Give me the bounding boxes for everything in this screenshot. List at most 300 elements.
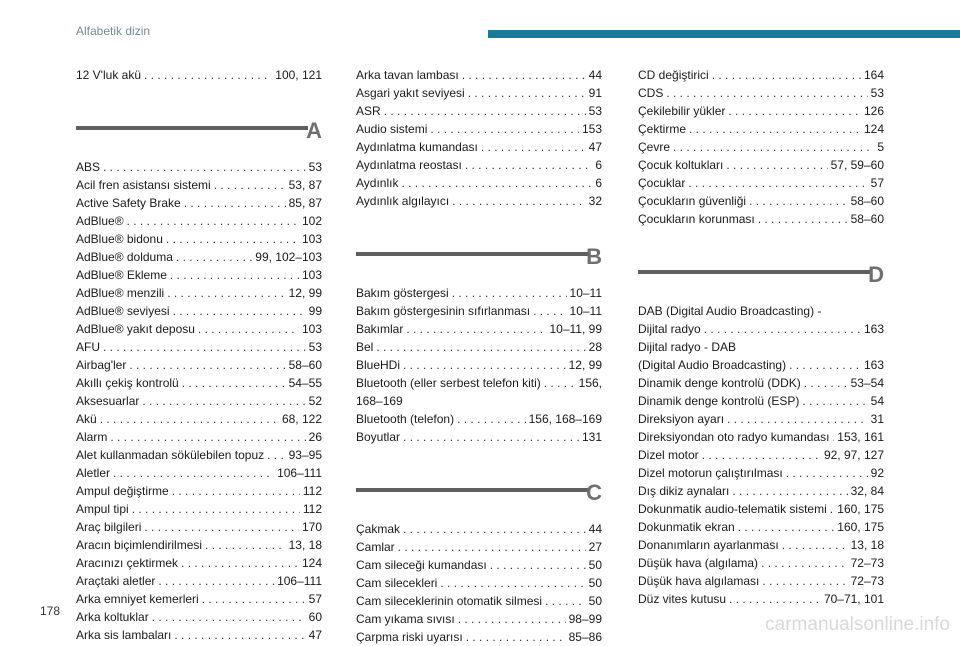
index-entry: [638, 374, 884, 392]
dot-leader: [198, 320, 299, 338]
index-entry: [356, 520, 602, 538]
dot-leader: [729, 590, 821, 608]
index-entry: [356, 156, 602, 174]
section-rule: [356, 488, 588, 492]
entry-term: Cam sileceklerinin otomatik silmesi: [356, 594, 543, 608]
entry-pages: 85, 87: [288, 196, 322, 210]
entry-term: Airbag'ler: [76, 358, 127, 372]
index-entry: [76, 446, 322, 464]
entry-pages: 12, 99: [288, 286, 322, 300]
index-entry: [356, 192, 602, 210]
dot-leader: [173, 302, 306, 320]
section-letter: D: [868, 262, 884, 287]
index-entry: [638, 66, 884, 84]
entry-term: CDS: [638, 86, 664, 100]
index-entry: [76, 230, 322, 248]
entry-term: Akıllı çekiş kontrolü: [76, 376, 179, 390]
index-entry: [638, 156, 884, 174]
index-entry: [638, 536, 884, 554]
entry-pages: 160, 175: [837, 520, 884, 534]
index-entry: [356, 428, 602, 446]
section-header-c: [356, 472, 602, 520]
entry-term: Cam yıkama sıvısı: [356, 612, 455, 626]
entry-pages: 100, 121: [275, 68, 322, 82]
entry-pages: 91: [588, 86, 602, 100]
entry-line: Dijital radyo - DAB: [638, 340, 737, 354]
entry-term: Bakımlar: [356, 322, 404, 336]
index-entry: [356, 284, 602, 302]
dot-leader: [103, 338, 306, 356]
index-entry: [356, 574, 602, 592]
index-entry: [638, 482, 884, 500]
dot-leader: [182, 374, 286, 392]
dot-leader: [174, 626, 305, 644]
dot-leader: [462, 66, 586, 84]
entry-pages: 60: [308, 610, 322, 624]
entry-pages: 99: [308, 304, 322, 318]
dot-leader: [481, 138, 586, 156]
dot-leader: [702, 446, 821, 464]
index-entry: [76, 248, 322, 266]
dot-leader: [158, 572, 274, 590]
index-entry: [76, 302, 322, 320]
entry-term: Bel: [356, 340, 374, 354]
entry-pages: 68, 122: [281, 412, 322, 426]
section-letter: C: [586, 480, 602, 505]
entry-term: Düz vites kutusu: [638, 592, 727, 606]
index-entry: [356, 374, 602, 392]
dot-leader: [789, 356, 861, 374]
entry-pages: 156,: [578, 376, 602, 390]
dot-leader: [689, 120, 861, 138]
entry-term: Aletler: [76, 466, 111, 480]
entry-pages: 72–73: [850, 556, 884, 570]
entry-pages: 53, 87: [288, 178, 322, 192]
entry-term: Direksiyon ayarı: [638, 412, 725, 426]
entry-list: [356, 410, 602, 446]
dot-leader: [761, 554, 848, 572]
watermark: carmanualsonline.info: [765, 614, 950, 635]
index-entry: [638, 392, 884, 410]
entry-pages: 57, 59–60: [830, 158, 884, 172]
section-rule: [356, 252, 588, 256]
index-column-2: [356, 66, 602, 646]
index-entry: [76, 158, 322, 176]
dot-leader: [544, 374, 576, 392]
entry-pages: 44: [588, 68, 602, 82]
entry-term: Alet kullanmadan sökülebilen topuz: [76, 448, 265, 462]
entry-pages: 47: [588, 140, 602, 154]
entry-pages: 28: [588, 340, 602, 354]
index-entry: [356, 66, 602, 84]
entry-term: Çocukların korunması: [638, 212, 755, 226]
entry-pages: 54–55: [288, 376, 322, 390]
dot-leader: [762, 572, 847, 590]
index-entry: [638, 428, 884, 446]
entry-pages: 53: [870, 86, 884, 100]
index-entry: [638, 120, 884, 138]
entry-term: Bluetooth (telefon): [356, 412, 455, 426]
index-entry: [356, 174, 602, 192]
dot-leader: [127, 212, 299, 230]
entry-term: Arka koltuklar: [76, 610, 149, 624]
index-entry: [638, 210, 884, 228]
index-entry: [356, 338, 602, 356]
dot-leader: [758, 210, 848, 228]
entry-pages: 160, 175: [837, 502, 884, 516]
entry-pages: 32, 84: [850, 484, 884, 498]
entry-pages: 50: [588, 576, 602, 590]
entry-pages: 6: [595, 176, 602, 190]
index-entry: [638, 446, 884, 464]
section-header-d: [638, 254, 884, 302]
entry-term: Çektirme: [638, 122, 687, 136]
index-entry: [638, 320, 884, 338]
entry-term: Aksesuarlar: [76, 394, 140, 408]
dot-leader: [712, 66, 861, 84]
entry-pages: 99, 102–103: [255, 250, 322, 264]
entry-pages: 70–71, 101: [823, 592, 884, 606]
entry-term: Çevre: [638, 140, 671, 154]
section-rule: [638, 270, 870, 274]
entry-term: Dokunmatik audio-telematik sistemi: [638, 502, 827, 516]
index-entry: [638, 84, 884, 102]
entry-term: Active Safety Brake: [76, 196, 181, 210]
index-entry: [76, 464, 322, 482]
dot-leader: [688, 174, 867, 192]
dot-leader: [376, 338, 585, 356]
index-entry: [638, 572, 884, 590]
dot-leader: [533, 302, 566, 320]
index-entry: [76, 320, 322, 338]
entry-term: Aydınlatma kumandası: [356, 140, 478, 154]
dot-leader: [142, 392, 305, 410]
entry-term: AdBlue® Ekleme: [76, 268, 167, 282]
index-entry: [76, 536, 322, 554]
entry-term: Çocuk koltukları: [638, 158, 724, 172]
dot-leader: [452, 192, 585, 210]
entry-term: Bluetooth (eller serbest telefon kiti): [356, 376, 541, 390]
dot-leader: [738, 518, 835, 536]
dot-leader: [167, 284, 285, 302]
dot-leader: [832, 428, 834, 446]
entry-list: [356, 66, 602, 210]
index-column-1: [76, 66, 322, 644]
dot-leader: [804, 374, 848, 392]
entry-term: AdBlue®: [76, 214, 124, 228]
entry-pages: 103: [301, 232, 322, 246]
dot-leader: [732, 482, 847, 500]
entry-pages: 153: [581, 122, 602, 136]
index-entry: [356, 102, 602, 120]
dot-leader: [172, 482, 300, 500]
entry-pages: 106–111: [277, 574, 322, 588]
index-entry: [638, 192, 884, 210]
index-entry: [76, 284, 322, 302]
entry-term: Çarpma riski uyarısı: [356, 630, 463, 644]
entry-term: ABS: [76, 160, 101, 174]
dot-leader: [113, 464, 274, 482]
dot-leader: [452, 284, 567, 302]
entry-term: AdBlue® dolduma: [76, 250, 173, 264]
index-entry: [638, 500, 884, 518]
dot-leader: [727, 410, 868, 428]
dot-leader: [267, 446, 286, 464]
dot-leader: [202, 590, 306, 608]
entry-pages: 170: [301, 520, 322, 534]
entry-term: Araç bilgileri: [76, 520, 142, 534]
entry-term: Çocuklar: [638, 176, 686, 190]
index-entry: [76, 410, 322, 428]
entry-pages: 163: [863, 358, 884, 372]
entry-pages: 153, 161: [837, 430, 884, 444]
entry-pages: 52: [308, 394, 322, 408]
index-entry: [76, 338, 322, 356]
entry-pages: 92: [870, 466, 884, 480]
index-entry: [76, 608, 322, 626]
dot-leader: [144, 66, 272, 84]
entry-term: CD değiştirici: [638, 68, 709, 82]
entry-term: Düşük hava algılaması: [638, 574, 760, 588]
entry-pages: 31: [870, 412, 884, 426]
index-entry: [356, 410, 602, 428]
index-column-3: [638, 66, 884, 608]
dot-leader: [166, 230, 299, 248]
entry-list: [76, 158, 322, 644]
entry-pages: 58–60: [288, 358, 322, 372]
index-entry: [356, 538, 602, 556]
entry-pages: 164: [863, 68, 884, 82]
entry-pages: 50: [588, 594, 602, 608]
entry-term: AdBlue® seviyesi: [76, 304, 170, 318]
index-entry: [356, 610, 602, 628]
entry-term: Çekilebilir yükler: [638, 104, 726, 118]
entry-term: Dijital radyo: [638, 322, 701, 336]
index-entry: [76, 374, 322, 392]
entry-pages: 112: [302, 484, 322, 498]
dot-leader: [129, 356, 285, 374]
entry-term: ASR: [356, 104, 381, 118]
dot-leader: [440, 574, 585, 592]
index-entry: [356, 320, 602, 338]
index-entry: [76, 428, 322, 446]
section-rule: [76, 126, 308, 130]
entry-term: 12 V'luk akü: [76, 68, 141, 82]
dot-leader: [100, 410, 279, 428]
entry-term: Arka emniyet kemerleri: [76, 592, 199, 606]
entry-term: Donanımların ayarlanması: [638, 538, 779, 552]
entry-pages: 32: [588, 194, 602, 208]
entry-pages: 102: [301, 214, 322, 228]
dot-leader: [749, 192, 848, 210]
entry-term: Direksiyondan oto radyo kumandası: [638, 430, 830, 444]
entry-pages: 93–95: [288, 448, 322, 462]
index-entry: [638, 518, 884, 536]
entry-term: Aracın biçimlendirilmesi: [76, 538, 203, 552]
entry-pages: 103: [301, 268, 322, 282]
index-entry: [76, 626, 322, 644]
index-entry: [76, 266, 322, 284]
dot-leader: [403, 520, 586, 538]
entry-term: Dizel motor: [638, 448, 699, 462]
entry-pages: 156, 168–169: [528, 412, 602, 426]
entry-pages: 6: [595, 158, 602, 172]
index-entry: [76, 176, 322, 194]
entry-term: Acil fren asistansı sistemi: [76, 178, 211, 192]
entry-pages: 5: [877, 140, 884, 154]
dot-leader: [110, 428, 305, 446]
index-entry: [638, 590, 884, 608]
entry-pages: 26: [308, 430, 322, 444]
index-entry: [356, 556, 602, 574]
dot-leader: [728, 102, 861, 120]
entry-pages: 57: [870, 176, 884, 190]
entry-pages: 10–11: [569, 304, 602, 318]
entry-list: [356, 520, 602, 646]
entry-term: (Digital Audio Broadcasting): [638, 358, 787, 372]
page-header-title: Alfabetik dizin: [76, 24, 151, 38]
entry-pages: 53: [308, 160, 322, 174]
index-entry: [76, 518, 322, 536]
entry-pages: 72–73: [850, 574, 884, 588]
dot-leader: [726, 156, 827, 174]
index-entry: [356, 84, 602, 102]
index-entry: [356, 302, 602, 320]
entry-list: [638, 66, 884, 228]
dot-leader: [170, 266, 299, 284]
entry-list: [356, 284, 602, 392]
entry-list: [76, 66, 322, 84]
entry-list: [638, 356, 884, 608]
entry-pages: 124: [863, 122, 884, 136]
dot-leader: [214, 176, 286, 194]
dot-leader: [490, 556, 586, 574]
section-header-b: [356, 236, 602, 284]
index-entry: [76, 590, 322, 608]
entry-pages: 163: [863, 322, 884, 336]
entry-term: Camlar: [356, 540, 395, 554]
index-entry: [76, 572, 322, 590]
dot-leader: [406, 320, 546, 338]
dot-leader: [802, 392, 867, 410]
entry-pages: 131: [581, 430, 602, 444]
dot-leader: [666, 84, 867, 102]
entry-pages: 58–60: [850, 194, 884, 208]
section-letter: B: [586, 244, 602, 269]
dot-leader: [403, 356, 566, 374]
entry-pages: 53–54: [850, 376, 884, 390]
dot-leader: [673, 138, 874, 156]
index-entry: [76, 212, 322, 230]
entry-pages: 13, 18: [288, 538, 322, 552]
dot-leader: [176, 248, 252, 266]
entry-term: Dinamik denge kontrolü (ESP): [638, 394, 800, 408]
entry-pages: 112: [302, 502, 322, 516]
entry-term: AdBlue® menzili: [76, 286, 165, 300]
section-letter: A: [306, 118, 322, 143]
dot-leader: [468, 84, 586, 102]
entry-pages: 27: [588, 540, 602, 554]
entry-term: Dokunmatik ekran: [638, 520, 735, 534]
dot-leader: [458, 610, 566, 628]
dot-leader: [181, 554, 299, 572]
entry-term: Alarm: [76, 430, 108, 444]
dot-leader: [144, 518, 299, 536]
entry-term: Aydınlatma reostası: [356, 158, 462, 172]
entry-term: Asgari yakıt seviyesi: [356, 86, 465, 100]
entry-term: Bakım göstergesi: [356, 286, 449, 300]
dot-leader: [398, 538, 586, 556]
entry-term: Boyutlar: [356, 430, 401, 444]
index-entry: [638, 138, 884, 156]
entry-pages: 53: [308, 340, 322, 354]
index-entry: [356, 138, 602, 156]
entry-pages: 10–11: [569, 286, 602, 300]
entry-term: Aydınlık: [356, 176, 399, 190]
entry-term: Cam silecekleri: [356, 576, 438, 590]
entry-pages: 12, 99: [568, 358, 602, 372]
index-entry: [356, 592, 602, 610]
entry-term: Çocukların güvenliği: [638, 194, 747, 208]
index-entry: [638, 410, 884, 428]
dot-leader: [184, 194, 286, 212]
dot-leader: [786, 464, 868, 482]
entry-term: Ampul tipi: [76, 502, 129, 516]
entry-term: Dış dikiz aynaları: [638, 484, 730, 498]
entry-pages: 85–86: [568, 630, 602, 644]
index-entry: [638, 464, 884, 482]
entry-term: Audio sistemi: [356, 122, 428, 136]
header-accent-bar: [488, 30, 960, 38]
entry-term: Aracınızı çektirmek: [76, 556, 179, 570]
entry-continuation: 168–169: [356, 394, 403, 408]
dot-leader: [132, 500, 300, 518]
entry-term: Cam sileceği kumandası: [356, 558, 487, 572]
entry-pages: 57: [308, 592, 322, 606]
entry-term: Arka sis lambaları: [76, 628, 172, 642]
entry-term: Düşük hava (algılama): [638, 556, 759, 570]
dot-leader: [782, 536, 848, 554]
dot-leader: [457, 410, 526, 428]
entry-term: Ampul değiştirme: [76, 484, 169, 498]
dot-leader: [704, 320, 861, 338]
entry-pages: 58–60: [850, 212, 884, 226]
index-entry: [356, 628, 602, 646]
index-entry: [76, 554, 322, 572]
entry-line: DAB (Digital Audio Broadcasting) -: [638, 304, 822, 318]
index-entry: [638, 102, 884, 120]
entry-term: AdBlue® yakıt deposu: [76, 322, 195, 336]
dot-leader: [430, 120, 579, 138]
entry-term: Araçtaki aletler: [76, 574, 156, 588]
entry-pages: 54: [870, 394, 884, 408]
entry-term: Arka tavan lambası: [356, 68, 459, 82]
index-entry: [638, 554, 884, 572]
entry-term: Bakım göstergesinin sıfırlanması: [356, 304, 531, 318]
index-entry: [76, 392, 322, 410]
index-entry: [76, 356, 322, 374]
entry-term: Aydınlık algılayıcı: [356, 194, 450, 208]
entry-pages: 10–11, 99: [549, 322, 602, 336]
entry-term: BlueHDi: [356, 358, 401, 372]
section-header-a: [76, 110, 322, 158]
index-entry: [76, 194, 322, 212]
index-entry: [76, 500, 322, 518]
index-entry: [356, 356, 602, 374]
entry-pages: 53: [588, 104, 602, 118]
dot-leader: [465, 156, 592, 174]
entry-pages: 103: [301, 322, 322, 336]
